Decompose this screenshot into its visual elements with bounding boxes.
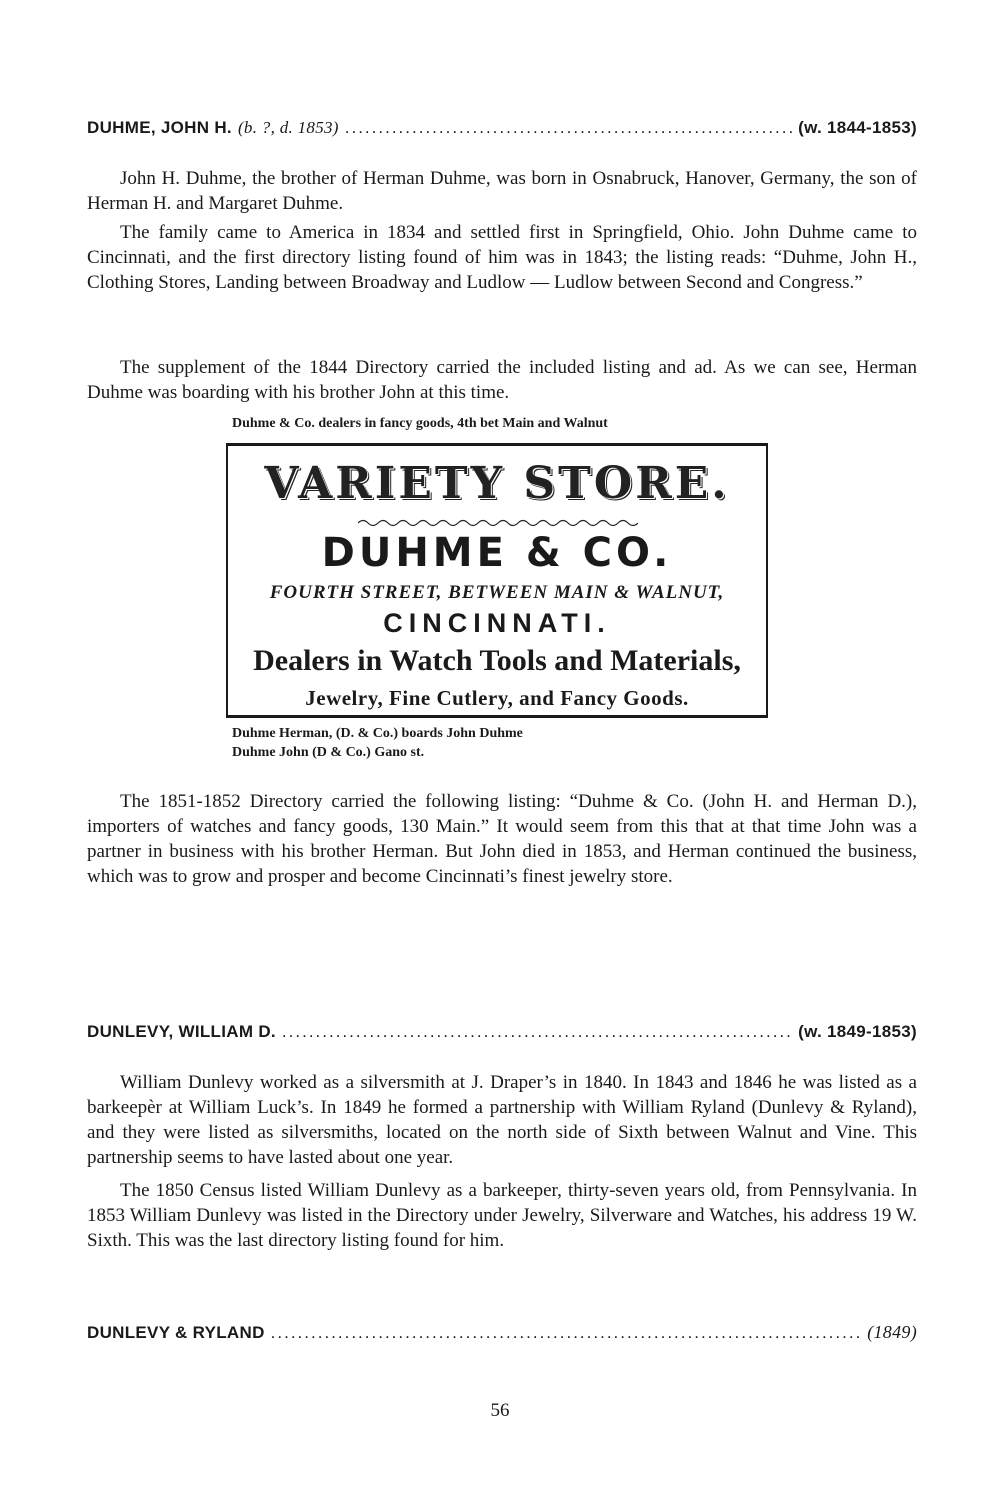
entry-name: DUNLEVY, WILLIAM D. xyxy=(87,1022,276,1041)
dot-leader xyxy=(345,118,792,138)
entry-name: DUNLEVY & RYLAND xyxy=(87,1323,265,1342)
paragraph: The 1851-1852 Directory carried the following listing: “Duhme & Co. (John H. and Herman D.), importers of watches and fancy goods, 130 Main.” It would seem from this that at that time John was a partner in business with his brother Herman. But John died in 1853, and Herman continued the business, which was to grow and prosper and become Cincinnati’s finest jewelry store. xyxy=(87,791,917,887)
dot-leader xyxy=(282,1022,792,1042)
dot-leader xyxy=(271,1323,862,1343)
ad-caption-bottom: Duhme Herman, (D. & Co.) boards John Duhme xyxy=(232,726,523,741)
paragraph: The family came to America in 1834 and settled first in Springfield, Ohio. John Duhme came to Cincinnati, and the first directory listing found of him was in 1843; the listing reads: “Duhme, John H., Clothing Stores, Landing between Broadway and Ludlow — Ludlow between Second and Congress.” xyxy=(87,222,917,293)
ad-street: FOURTH STREET, BETWEEN MAIN & WALNUT, xyxy=(269,582,725,603)
entry-working-years: (1849) xyxy=(867,1322,917,1342)
entry-heading-dunlevy-william xyxy=(87,1022,917,1042)
ad-dealers-line: Dealers in Watch Tools and Materials, xyxy=(253,644,741,677)
entry-heading-duhme-john xyxy=(87,118,917,138)
paragraph: William Dunlevy worked as a silversmith at J. Draper’s in 1840. In 1843 and 1846 he was listed as a barkeepèr at William Luck’s. In 1849 he formed a partnership with William Ryland (Dunlevy & Ryland), and they were listed as silversmiths, located on the north side of Sixth between Walnut and Vine. This partnership seems to have lasted about one year. xyxy=(87,1072,917,1168)
ad-caption-top: Duhme & Co. dealers in fancy goods, 4th bet Main and Walnut xyxy=(232,416,608,431)
ad-firm-name: DUHME & CO. xyxy=(321,530,673,576)
entry-working-years: (w. 1844-1853) xyxy=(798,118,917,137)
entry-heading-dunlevy-ryland xyxy=(87,1322,917,1343)
entry-life-dates: (b. ?, d. 1853) xyxy=(237,118,339,137)
ad-city: CINCINNATI. xyxy=(383,608,611,638)
paragraph: The 1850 Census listed William Dunlevy as a barkeeper, thirty-seven years old, from Pennsylvania. In 1853 William Dunlevy was listed in the Directory under Jewelry, Silverware and Watches, his address 19 W. Sixth. This was the last directory listing found for him. xyxy=(87,1180,917,1251)
entry-working-years: (w. 1849-1853) xyxy=(798,1022,917,1041)
wavy-rule-icon xyxy=(358,518,638,528)
page-number: 56 xyxy=(490,1400,510,1421)
ad-goods-line: Jewelry, Fine Cutlery, and Fancy Goods. xyxy=(305,686,689,710)
advertisement xyxy=(226,443,768,718)
paragraph: The supplement of the 1844 Directory carried the included listing and ad. As we can see, Herman Duhme was boarding with his brother John at this time. xyxy=(87,357,917,403)
paragraph: John H. Duhme, the brother of Herman Duhme, was born in Osnabruck, Hanover, Germany, the son of Herman H. and Margaret Duhme. xyxy=(87,168,917,214)
entry-name: DUHME, JOHN H. xyxy=(87,118,232,137)
ad-title: VARIETY STORE. xyxy=(264,458,730,509)
ad-caption-bottom: Duhme John (D & Co.) Gano st. xyxy=(232,745,425,760)
